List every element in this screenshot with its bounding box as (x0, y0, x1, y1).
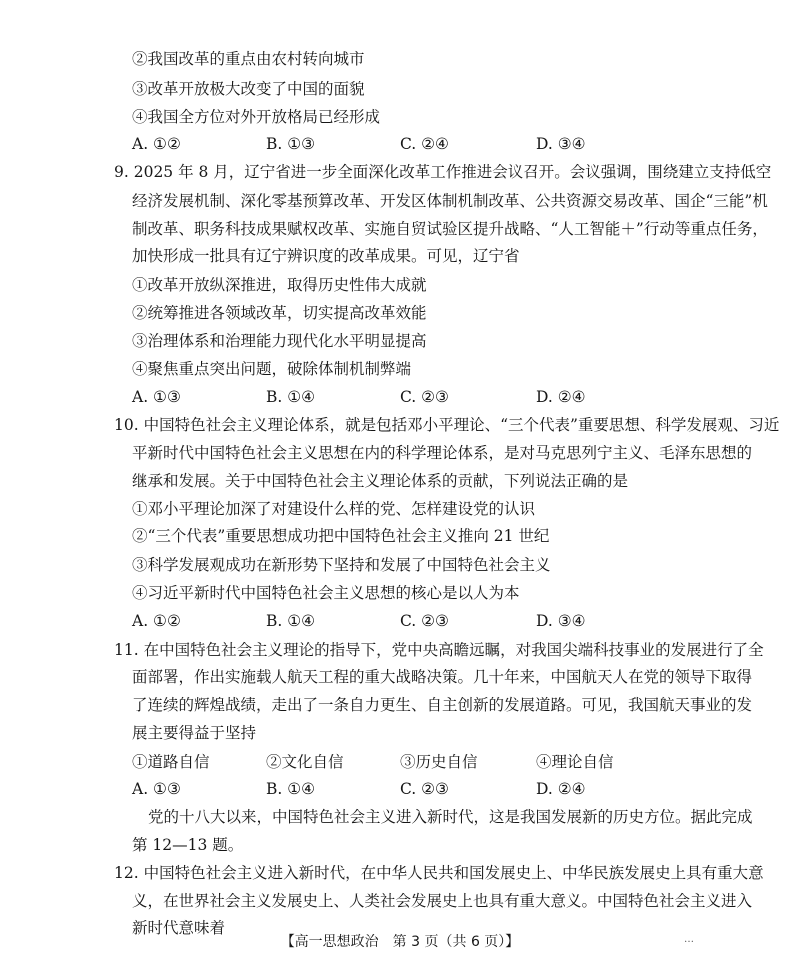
q9-statement-1: ①改革开放纵深推进，取得历史性伟大成就 (132, 276, 427, 294)
option-d: D. ②④ (536, 780, 586, 798)
option-a: A. ①③ (132, 388, 181, 406)
q8-statement-4: ④我国全方位对外开放格局已经形成 (132, 108, 381, 126)
option-c: C. ②③ (400, 388, 449, 406)
q8-statement-3: ③改革开放极大改变了中国的面貌 (132, 80, 365, 98)
q10-options (132, 608, 692, 634)
q11-stem-line: 展主要得益于坚持 (132, 724, 257, 742)
option-b: B. ①④ (266, 388, 316, 406)
q9-stem-line: 制改革、职务科技成果赋权改革、实施自贸试验区提升战略、“人工智能＋”行动等重点任务， (132, 220, 768, 238)
q11-stem-line: 11. 在中国特色社会主义理论的指导下，党中央高瞻远瞩，对我国尖端科技事业的发展进行了全 (114, 641, 764, 659)
option-a: A. ①③ (132, 780, 181, 798)
q11-statement-3: ③历史自信 (400, 753, 478, 771)
option-a: A. ①② (132, 612, 181, 630)
q10-stem-line: 继承和发展。关于中国特色社会主义理论体系的贡献，下列说法正确的是 (132, 472, 629, 490)
q12-stem-line: 义，在世界社会主义发展史上、人类社会发展史上也具有重大意义。中国特色社会主义进入 (132, 892, 753, 910)
q9-stem-line: 经济发展机制、深化零基预算改革、开发区体制机制改革、公共资源交易改革、国企“三能”机 (132, 192, 768, 210)
q10-stem-line: 10. 中国特色社会主义理论体系，就是包括邓小平理论、“三个代表”重要思想、科学发展观、习近 (114, 416, 780, 434)
q10-statement-2: ②“三个代表”重要思想成功把中国特色社会主义推向 21 世纪 (132, 527, 550, 545)
group-intro-line: 党的十八大以来，中国特色社会主义进入新时代，这是我国发展新的历史方位。据此完成 (148, 808, 753, 826)
q9-stem-line: 加快形成一批具有辽宁辨识度的改革成果。可见，辽宁省 (132, 247, 520, 265)
q11-statement-2: ②文化自信 (266, 753, 344, 771)
q10-statement-3: ③科学发展观成功在新形势下坚持和发展了中国特色社会主义 (132, 556, 551, 574)
q8-options (132, 131, 692, 157)
q11-options (132, 776, 692, 802)
option-c: C. ②③ (400, 780, 449, 798)
option-c: C. ②③ (400, 612, 449, 630)
q9-statement-2: ②统筹推进各领域改革，切实提高改革效能 (132, 304, 427, 322)
corner-mark: … (684, 934, 694, 945)
option-b: B. ①③ (266, 135, 316, 153)
q9-statement-3: ③治理体系和治理能力现代化水平明显提高 (132, 332, 427, 350)
option-a: A. ①② (132, 135, 181, 153)
q10-statement-4: ④习近平新时代中国特色社会主义思想的核心是以人为本 (132, 584, 520, 602)
option-d: D. ③④ (536, 135, 586, 153)
page-footer: 【高一思想政治 第 3 页（共 6 页）】 (280, 934, 520, 950)
option-b: B. ①④ (266, 780, 316, 798)
q11-stem-line: 面部署，作出实施载人航天工程的重大战略决策。几十年来，中国航天人在党的领导下取得 (132, 668, 753, 686)
option-c: C. ②④ (400, 135, 449, 153)
q11-statement-4: ④理论自信 (536, 753, 614, 771)
q11-statement-1: ①道路自信 (132, 753, 210, 771)
q10-stem-line: 平新时代中国特色社会主义思想在内的科学理论体系，是对马克思列宁主义、毛泽东思想的 (132, 444, 753, 462)
q11-statements (132, 749, 692, 775)
q8-statement-2: ②我国改革的重点由农村转向城市 (132, 50, 365, 68)
q9-stem-line: 9. 2025 年 8 月，辽宁省进一步全面深化改革工作推进会议召开。会议强调，围绕建立支持低空 (114, 163, 772, 181)
group-intro-line: 第 12—13 题。 (132, 836, 244, 854)
q12-stem-line: 新时代意味着 (132, 919, 226, 937)
option-b: B. ①④ (266, 612, 316, 630)
q9-options (132, 384, 692, 410)
option-d: D. ③④ (536, 612, 586, 630)
q10-statement-1: ①邓小平理论加深了对建设什么样的党、怎样建设党的认识 (132, 500, 536, 518)
q12-stem-line: 12. 中国特色社会主义进入新时代，在中华人民共和国发展史上、中华民族发展史上具有重大意 (114, 864, 764, 882)
option-d: D. ②④ (536, 388, 586, 406)
q9-statement-4: ④聚焦重点突出问题，破除体制机制弊端 (132, 360, 412, 378)
q11-stem-line: 了连续的辉煌战绩，走出了一条自力更生、自主创新的发展道路。可见，我国航天事业的发 (132, 696, 753, 714)
